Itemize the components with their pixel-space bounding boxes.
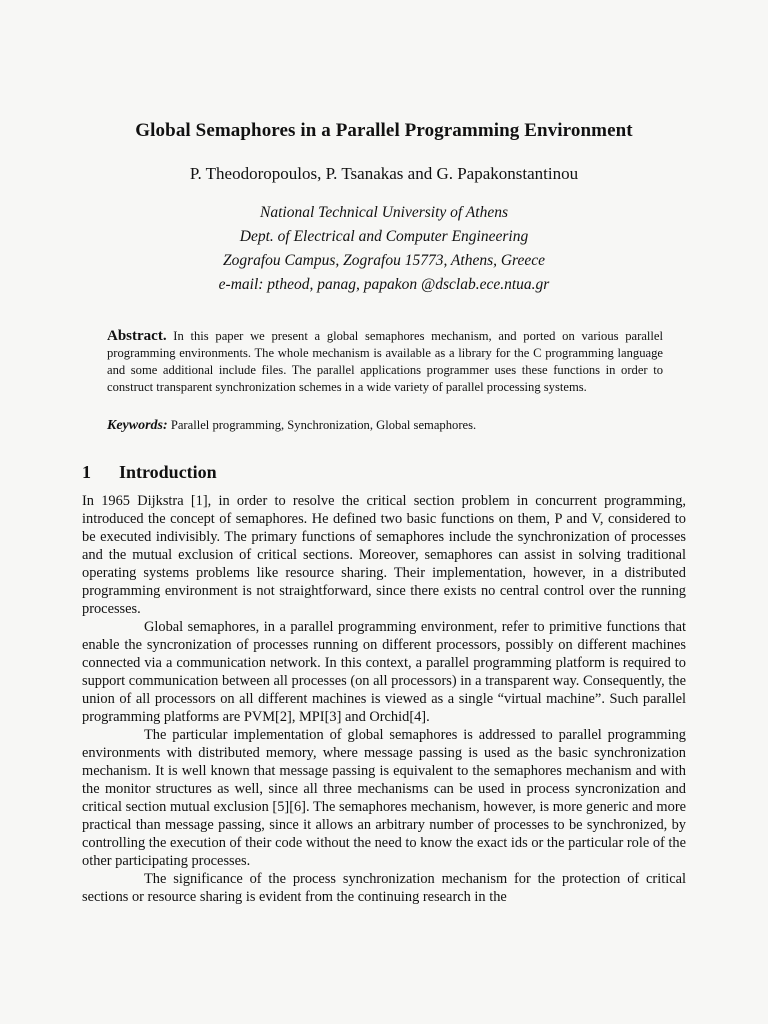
section-title: Introduction bbox=[119, 462, 217, 482]
paragraph: The particular implementation of global semaphores is addressed to parallel programming environments with distributed memory, where message passing is used as the basic synchronization mechanism. It is well known that message passing is equivalent to the semaphores mechanism and with the monitor structures as well, since all three mechanisms can be used in process syncronization and critical section mutual exclusion [5][6]. The semaphores mechanism, however, is more generic and more practical than message passing, since it allows an arbitrary number of processes to be synchronized, by controlling the execution of their code without the need to know the exact ids or the particular role of the other participating processes. bbox=[82, 727, 686, 869]
paragraph: In 1965 Dijkstra [1], in order to resolve the critical section problem in concurrent programming, introduced the concept of semaphores. He defined two basic functions on them, P and V, considered to be executed indivisibly. The primary functions of semaphores include the synchronization of processes and the mutual exclusion of critical sections. Moreover, semaphores can assist in solving traditional operating systems problems like resource sharing. Their implementation, however, in a distributed programming environment is not straightforward, since there exists no central control over the running processes. bbox=[82, 493, 686, 617]
abstract-label: Abstract. bbox=[107, 328, 167, 344]
body-text bbox=[82, 492, 686, 906]
paper-title: Global Semaphores in a Parallel Programming Environment bbox=[135, 120, 633, 141]
keywords bbox=[107, 417, 663, 434]
affiliation-university: National Technical University of Athens bbox=[260, 204, 508, 221]
paragraph: The significance of the process synchronization mechanism for the protection of critical sections or resource sharing is evident from the continuing research in the bbox=[82, 871, 686, 905]
abstract-text: In this paper we present a global semaphores mechanism, and ported on various parallel programming environments. The whole mechanism is available as a library for the C programming language and some additional include files. The parallel applications programmer uses these functions in order to construct transparent synchronization schemes in a wide variety of parallel processing systems. bbox=[107, 329, 663, 394]
section-number: 1 bbox=[82, 462, 91, 482]
paper-authors: P. Theodoropoulos, P. Tsanakas and G. Papakonstantinou bbox=[189, 164, 579, 183]
section-heading bbox=[82, 462, 217, 483]
abstract bbox=[107, 328, 663, 396]
keywords-label: Keywords: bbox=[107, 418, 168, 433]
affiliation-email: e-mail: ptheod, panag, papakon @dsclab.ece.ntua.gr bbox=[218, 276, 550, 293]
paragraph: Global semaphores, in a parallel programming environment, refer to primitive functions that enable the syncronization of processes running on different processors, possibly on different machines connected via a communication network. In this context, a parallel programming platform is required to support communication between all processes (on all processors) in a transparent way. Consequently, the union of all processors on all different machines is viewed as a single “virtual machine”. Such parallel programming platforms are PVM[2], MPI[3] and Orchid[4]. bbox=[82, 619, 686, 725]
affiliation-department: Dept. of Electrical and Computer Engineering bbox=[239, 228, 529, 245]
affiliation-address: Zografou Campus, Zografou 15773, Athens, Greece bbox=[222, 252, 546, 269]
keywords-text: Parallel programming, Synchronization, Global semaphores. bbox=[170, 418, 477, 432]
